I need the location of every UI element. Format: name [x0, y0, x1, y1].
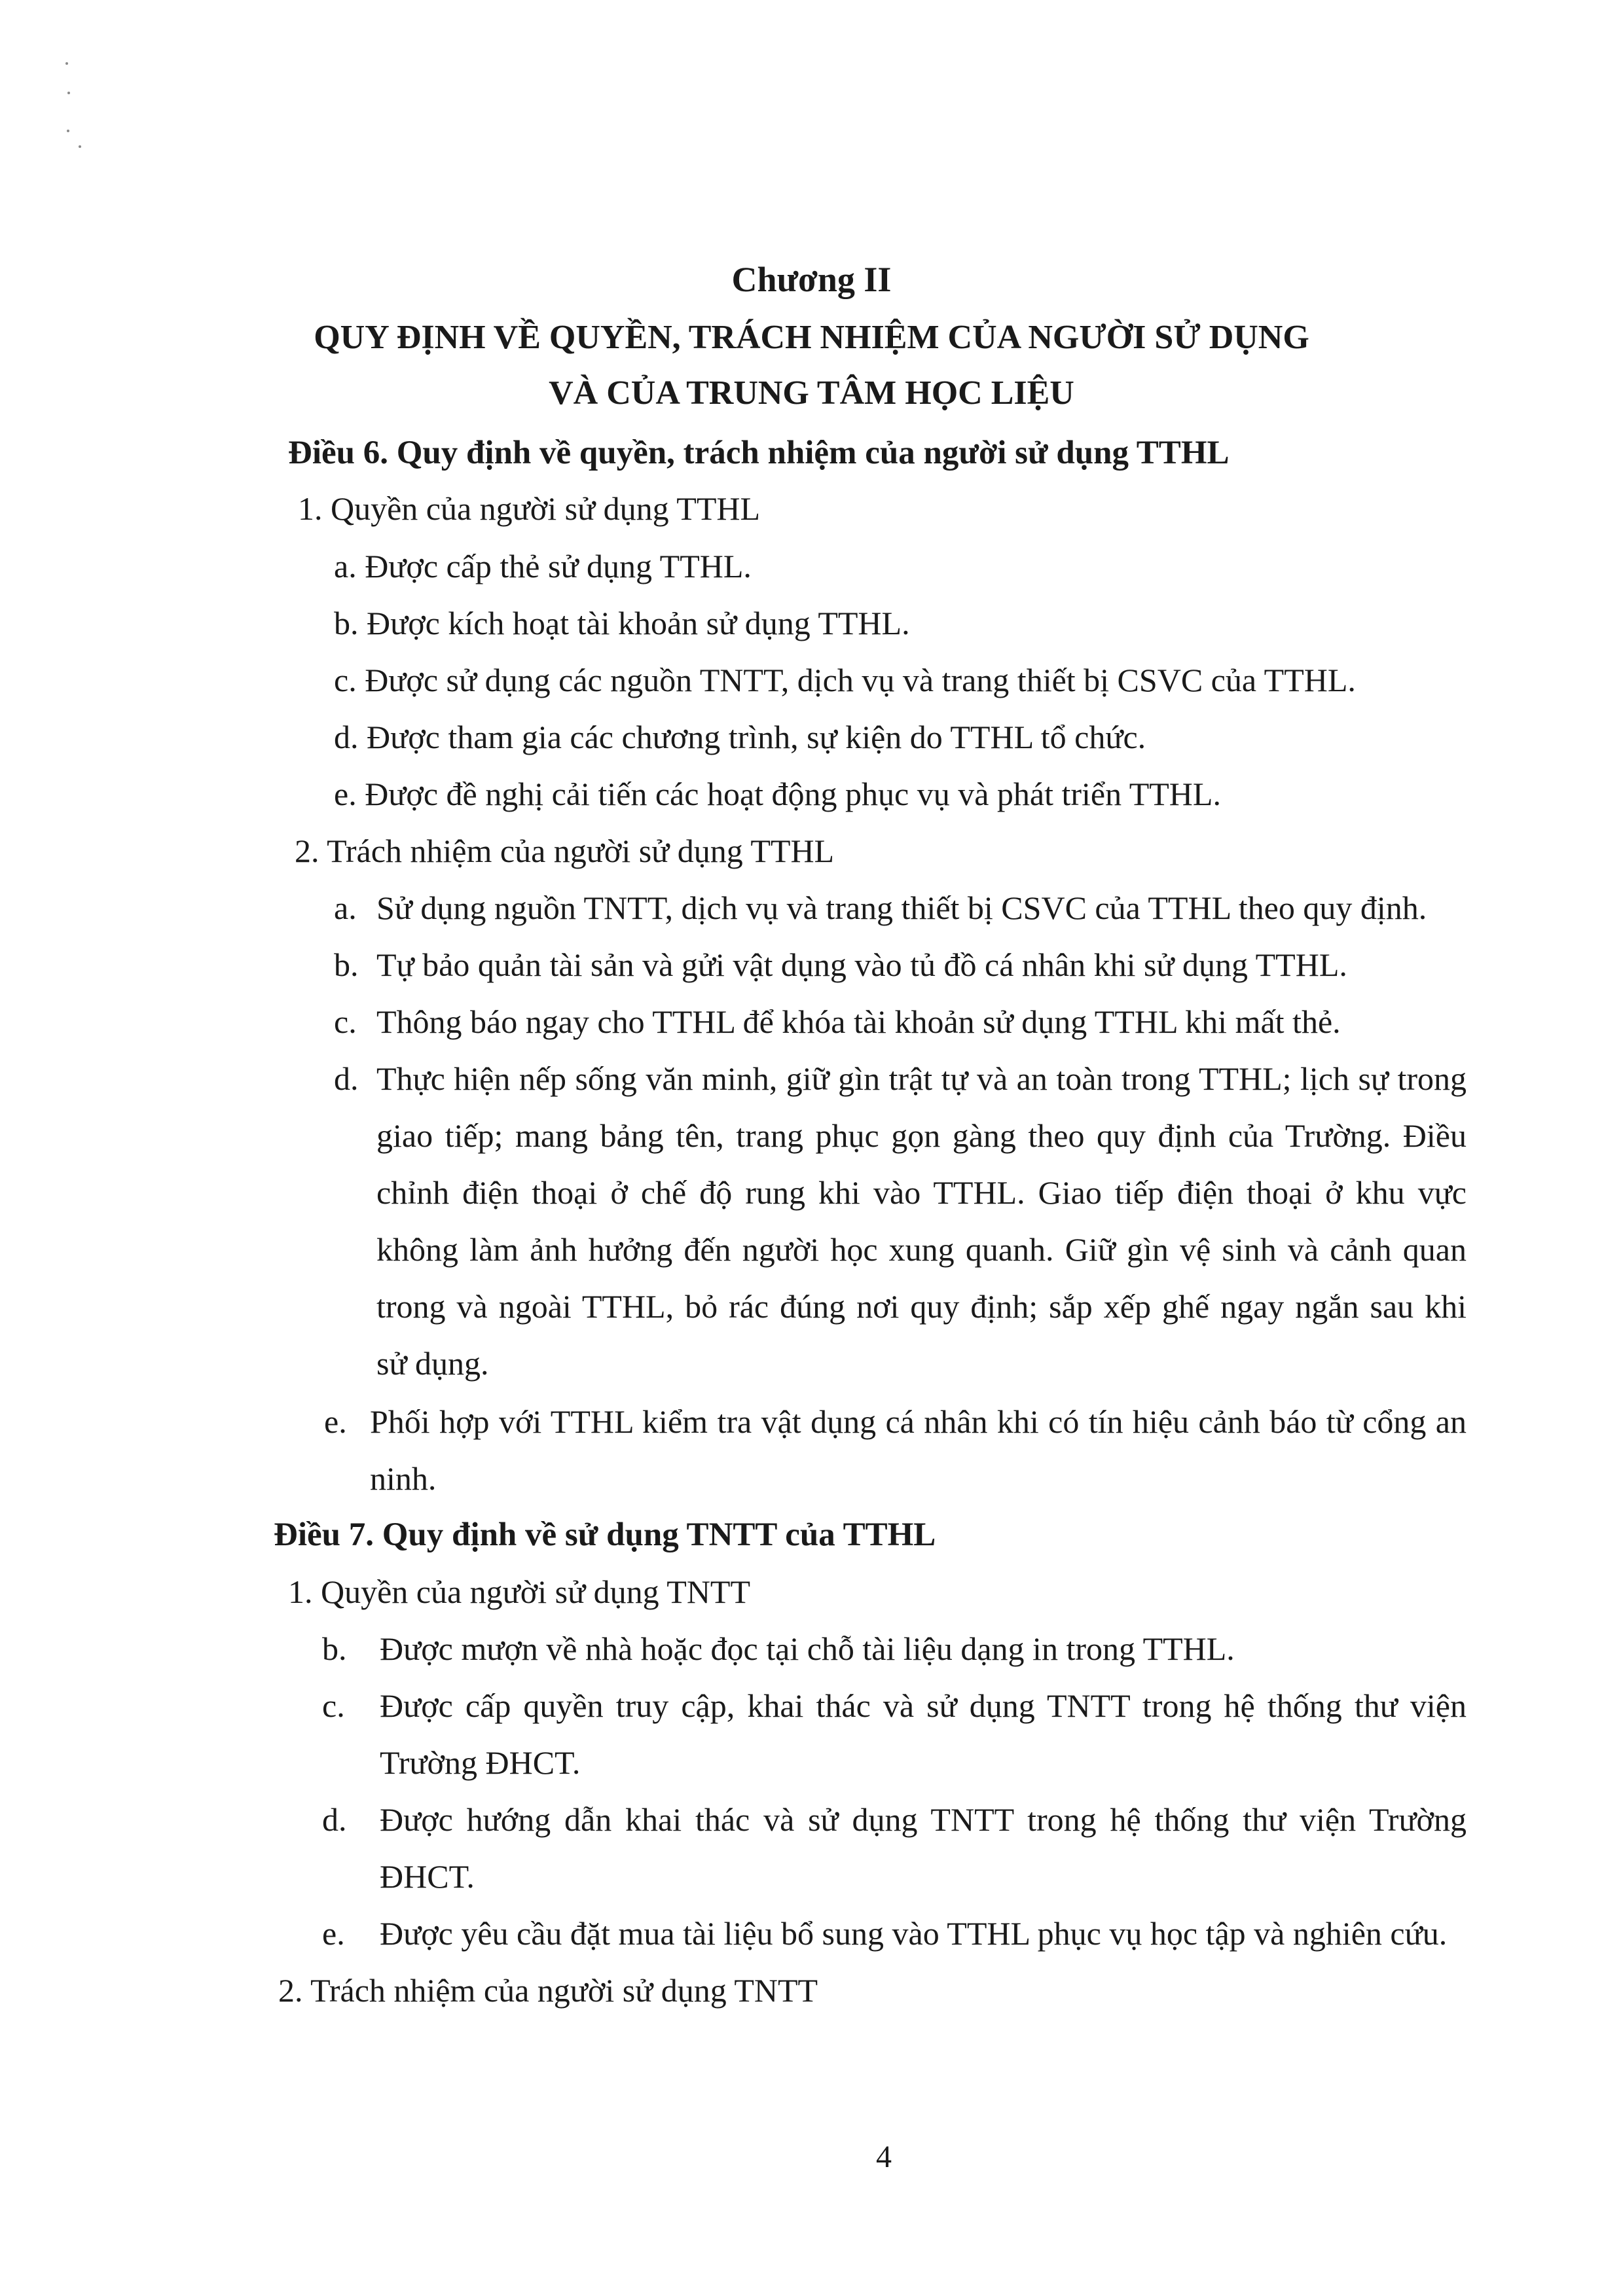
- duty-d-line: trong và ngoài TTHL, bỏ rác đúng nơi quy định; sắp xếp ghế ngay ngắn sau khi: [376, 1288, 1467, 1325]
- duty-c-text: Thông báo ngay cho TTHL để khóa tài khoản sử dụng TTHL khi mất thẻ.: [376, 1003, 1341, 1040]
- a7-right-d-line: Được hướng dẫn khai thác và sử dụng TNTT trong hệ thống thư viện Trường: [380, 1801, 1467, 1838]
- article6-rights-item-d: d. Được tham gia các chương trình, sự kiện do TTHL tổ chức.: [334, 719, 1146, 755]
- duty-e-line: ninh.: [370, 1460, 437, 1497]
- article6-rights-item-e: e. Được đề nghị cải tiến các hoạt động phục vụ và phát triển TTHL.: [334, 776, 1221, 812]
- chapter-title-line2: VÀ CỦA TRUNG TÂM HỌC LIỆU: [549, 374, 1074, 412]
- duty-d-paragraph: [376, 1050, 1467, 1392]
- article6-duties-title: 2. Trách nhiệm của người sử dụng TTHL: [295, 833, 835, 869]
- duty-a-text: Sử dụng nguồn TNTT, dịch vụ và trang thiết bị CSVC của TTHL theo quy định.: [376, 889, 1427, 926]
- duty-e-paragraph: [370, 1393, 1467, 1507]
- a7-right-c-line: Trường ĐHCT.: [380, 1744, 581, 1781]
- duty-b-text: Tự bảo quản tài sản và gửi vật dụng vào tủ đồ cá nhân khi sử dụng TTHL.: [376, 946, 1347, 983]
- duty-d-line: giao tiếp; mang bảng tên, trang phục gọn gàng theo quy định của Trường. Điều: [376, 1117, 1467, 1154]
- article7-rights-title: 1. Quyền của người sử dụng TNTT: [288, 1573, 751, 1610]
- a7-right-c-paragraph: [380, 1677, 1467, 1791]
- duty-e-marker: e.: [324, 1403, 347, 1440]
- chapter-label: Chương II: [731, 260, 892, 299]
- duty-d-line: chỉnh điện thoại ở chế độ rung khi vào TTHL. Giao tiếp điện thoại ở khu vực: [376, 1174, 1467, 1211]
- article6-heading: Điều 6. Quy định về quyền, trách nhiệm của người sử dụng TTHL: [288, 435, 1230, 471]
- a7-right-d-marker: d.: [322, 1801, 347, 1838]
- duty-d-line: không làm ảnh hưởng đến người học xung quanh. Giữ gìn vệ sinh và cảnh quan: [376, 1231, 1467, 1268]
- article6-rights-title: 1. Quyền của người sử dụng TTHL: [298, 490, 761, 527]
- article6-rights-item-c: c. Được sử dụng các nguồn TNTT, dịch vụ và trang thiết bị CSVC của TTHL.: [334, 662, 1356, 698]
- page-number: 4: [876, 2140, 892, 2174]
- chapter-title-line1: QUY ĐỊNH VỀ QUYỀN, TRÁCH NHIỆM CỦA NGƯỜI SỬ DỤNG: [314, 319, 1309, 356]
- a7-right-b-marker: b.: [322, 1630, 347, 1667]
- article7-duties-title: 2. Trách nhiệm của người sử dụng TNTT: [278, 1972, 818, 2009]
- duty-a-marker: a.: [334, 889, 357, 926]
- a7-right-b-text: Được mượn về nhà hoặc đọc tại chỗ tài liệu dạng in trong TTHL.: [380, 1630, 1235, 1667]
- a7-right-e-text: Được yêu cầu đặt mua tài liệu bổ sung vào TTHL phục vụ học tập và nghiên cứu.: [380, 1915, 1448, 1952]
- duty-d-line: Thực hiện nếp sống văn minh, giữ gìn trật tự và an toàn trong TTHL; lịch sự trong: [376, 1060, 1467, 1097]
- a7-right-d-paragraph: [380, 1791, 1467, 1905]
- a7-right-c-marker: c.: [322, 1687, 345, 1724]
- duty-d-line: sử dụng.: [376, 1345, 489, 1382]
- duty-d-marker: d.: [334, 1060, 359, 1097]
- a7-right-d-line: ĐHCT.: [380, 1858, 475, 1895]
- duty-e-line: Phối hợp với TTHL kiểm tra vật dụng cá nhân khi có tín hiệu cảnh báo từ cổng an: [370, 1403, 1467, 1440]
- article6-rights-item-a: a. Được cấp thẻ sử dụng TTHL.: [334, 548, 752, 584]
- duty-c-marker: c.: [334, 1003, 357, 1040]
- article7-heading: Điều 7. Quy định về sử dụng TNTT của TTHL: [274, 1516, 936, 1553]
- a7-right-c-line: Được cấp quyền truy cập, khai thác và sử dụng TNTT trong hệ thống thư viện: [380, 1687, 1467, 1724]
- a7-right-e-marker: e.: [322, 1915, 345, 1952]
- duty-b-marker: b.: [334, 946, 359, 983]
- article6-rights-item-b: b. Được kích hoạt tài khoản sử dụng TTHL.: [334, 605, 910, 641]
